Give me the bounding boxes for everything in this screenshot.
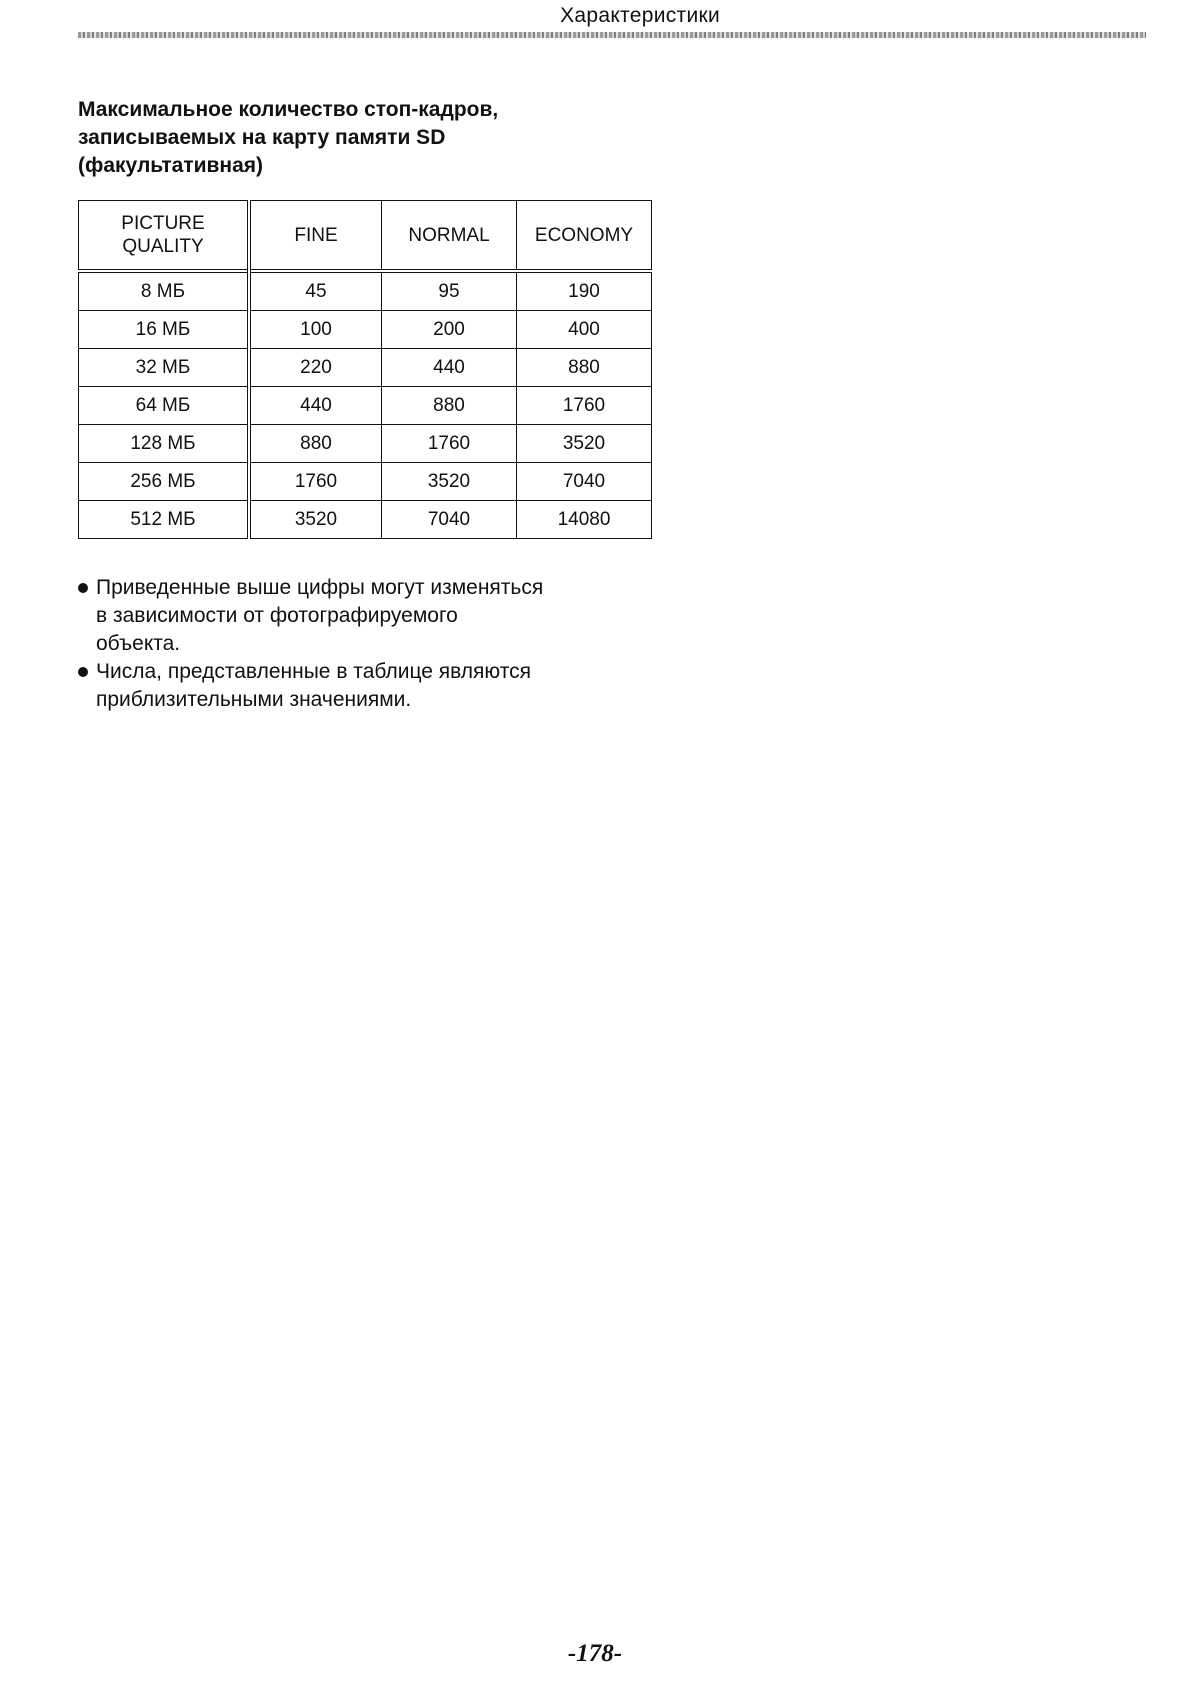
header-label-line: PICTURE (121, 213, 205, 234)
header-label-line: QUALITY (122, 236, 204, 257)
page-header-title (0, 4, 1190, 28)
economy-cell: 14080 (517, 501, 652, 539)
fine-cell: 880 (249, 425, 382, 463)
section-heading (78, 96, 678, 180)
section-heading-line: записываемых на карту памяти SD (78, 126, 446, 149)
card-size-cell: 64 МБ (79, 387, 250, 425)
card-size-cell: 32 МБ (79, 349, 250, 387)
table-row (79, 349, 652, 387)
header-rule (78, 32, 1146, 38)
table-row (79, 463, 652, 501)
capacity-table (78, 200, 652, 539)
note-line: Приведенные выше цифры могут изменяться (96, 576, 544, 599)
table-row (79, 425, 652, 463)
note-item (78, 658, 638, 714)
normal-cell: 880 (382, 387, 517, 425)
normal-cell: 440 (382, 349, 517, 387)
fine-cell: 220 (249, 349, 382, 387)
note-line: объекта. (96, 632, 181, 655)
table-header-row (79, 201, 652, 272)
table-row (79, 501, 652, 539)
note-line: в зависимости от фотографируемого (96, 604, 458, 627)
card-size-cell: 8 МБ (79, 271, 250, 311)
normal-cell: 3520 (382, 463, 517, 501)
economy-cell: 400 (517, 311, 652, 349)
card-size-cell: 512 МБ (79, 501, 250, 539)
notes-list (78, 574, 638, 714)
header-picture-quality (79, 201, 250, 272)
header-title-text: Характеристики (560, 4, 720, 27)
table-row (79, 271, 652, 311)
note-item (78, 574, 638, 658)
card-size-cell: 256 МБ (79, 463, 250, 501)
normal-cell: 1760 (382, 425, 517, 463)
economy-cell: 190 (517, 271, 652, 311)
normal-cell: 95 (382, 271, 517, 311)
note-line: Числа, представленные в таблице являются (96, 660, 531, 683)
fine-cell: 3520 (249, 501, 382, 539)
economy-cell: 880 (517, 349, 652, 387)
fine-cell: 100 (249, 311, 382, 349)
header-normal: NORMAL (382, 201, 517, 272)
bullet-icon (78, 583, 88, 593)
page-number: -178- (567, 1640, 623, 1667)
economy-cell: 7040 (517, 463, 652, 501)
fine-cell: 45 (249, 271, 382, 311)
fine-cell: 440 (249, 387, 382, 425)
economy-cell: 1760 (517, 387, 652, 425)
header-fine: FINE (249, 201, 382, 272)
note-line: приблизительными значениями. (96, 688, 412, 711)
section-heading-line: Максимальное количество стоп-кадров, (78, 98, 499, 121)
table-row (79, 387, 652, 425)
fine-cell: 1760 (249, 463, 382, 501)
normal-cell: 7040 (382, 501, 517, 539)
normal-cell: 200 (382, 311, 517, 349)
economy-cell: 3520 (517, 425, 652, 463)
card-size-cell: 128 МБ (79, 425, 250, 463)
table-row (79, 311, 652, 349)
section-heading-line: (факультативная) (78, 154, 264, 177)
header-economy: ECONOMY (517, 201, 652, 272)
card-size-cell: 16 МБ (79, 311, 250, 349)
bullet-icon (78, 667, 88, 677)
